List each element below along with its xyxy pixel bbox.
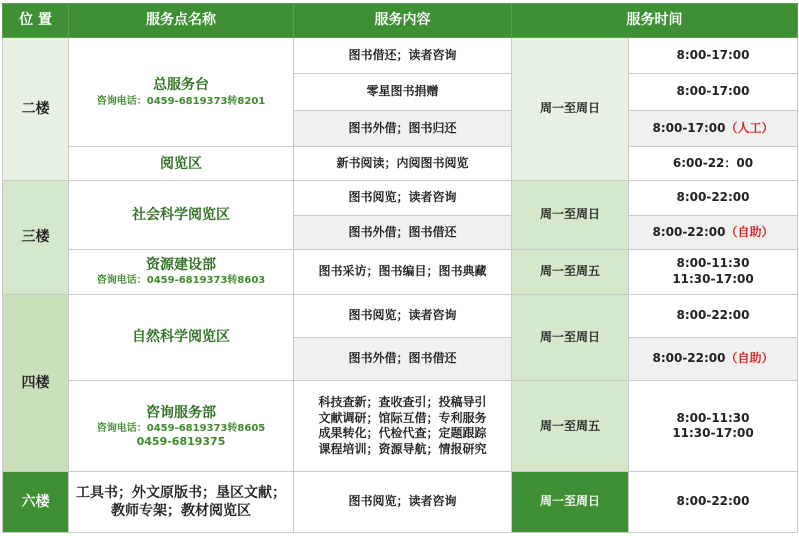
days-cell: 周一至周五 (512, 250, 629, 294)
content-cell: 图书外借；图书借还 (294, 215, 512, 249)
hours-cell (629, 215, 798, 249)
content-line: 成果转化；代检代查；定题跟踪 (318, 426, 487, 441)
main-desk-name: 总服务台 (153, 77, 209, 94)
resource-dept-phone: 咨询电话：0459-6819373转8603 (96, 275, 266, 287)
hours-afternoon: 11:30-17:00 (672, 426, 754, 441)
days-cell: 周一至周日 (512, 294, 629, 381)
days-cell: 周一至周日 (512, 181, 629, 250)
content-cell: 图书采访；图书编目；图书典藏 (294, 250, 512, 294)
header-service-point: 服务点名称 (69, 4, 294, 38)
content-cell (294, 381, 512, 472)
days-cell: 周一至周日 (512, 38, 629, 181)
service-mode-tag: （人工） (725, 120, 774, 135)
service-point-resource-dept (69, 250, 294, 294)
hours-value: 8:00-17:00 (652, 120, 726, 135)
table-row (3, 472, 798, 533)
table-row (3, 181, 798, 215)
content-line: 文献调研；馆际互借；专利服务 (318, 410, 487, 425)
floor-6-label (3, 472, 69, 533)
reading-area-name: 阅览区 (160, 155, 202, 172)
service-point-reading-area (69, 147, 294, 181)
days-cell: 周一至周五 (512, 381, 629, 472)
consult-dept-phone-2: 0459-6819375 (136, 434, 226, 448)
hours-value: 8:00-22:00 (652, 351, 726, 366)
content-cell: 图书阅览；读者咨询 (294, 472, 512, 533)
service-point-social-science (69, 181, 294, 250)
hours-cell (629, 110, 798, 146)
floor-6-text: 六楼 (21, 494, 50, 511)
hours-value: 8:00-22:00 (652, 224, 726, 239)
main-desk-phone: 咨询电话：0459-6819373转8201 (96, 95, 266, 107)
content-line: 课程培训；资源导航；情报研究 (318, 441, 487, 456)
consult-dept-name: 咨询服务部 (146, 404, 216, 421)
service-mode-tag: （自助） (725, 224, 774, 239)
hours-cell: 6:00-22：00 (629, 147, 798, 181)
hours-cell: 8:00-17:00 (629, 74, 798, 110)
days-cell: 周一至周日 (512, 472, 629, 533)
hours-cell: 8:00-22:00 (629, 181, 798, 215)
content-cell: 图书阅览；读者咨询 (294, 181, 512, 215)
service-point-consult-dept (69, 381, 294, 472)
floor-4-label: 四楼 (3, 294, 69, 472)
table-row (3, 38, 798, 74)
reference-area-name-line1: 工具书；外文原版书；垦区文献； (76, 484, 286, 501)
hours-cell (629, 250, 798, 294)
header-floor: 位 置 (3, 4, 69, 38)
service-mode-tag: （自助） (725, 351, 774, 366)
floor-2-label: 二楼 (3, 38, 69, 181)
table-row (3, 147, 798, 181)
service-point-natural-science (69, 294, 294, 381)
table-row (3, 250, 798, 294)
hours-cell: 8:00-17:00 (629, 38, 798, 74)
hours-cell (629, 337, 798, 380)
hours-cell (629, 381, 798, 472)
hours-cell: 8:00-22:00 (629, 294, 798, 337)
content-cell: 新书阅读；内阅图书阅览 (294, 147, 512, 181)
table-row (3, 294, 798, 337)
header-service-content: 服务内容 (294, 4, 512, 38)
hours-morning: 8:00-11:30 (676, 256, 750, 271)
content-cell: 图书外借；图书归还 (294, 110, 512, 146)
natural-science-name: 自然科学阅览区 (132, 329, 230, 346)
content-cell: 图书外借；图书借还 (294, 337, 512, 380)
header-row (3, 4, 798, 38)
hours-afternoon: 11:30-17:00 (672, 271, 754, 286)
service-schedule-table (2, 3, 798, 533)
service-point-reference-area (69, 472, 294, 533)
hours-cell: 8:00-22:00 (629, 472, 798, 533)
reference-area-name-line2: 教师专架；教材阅览区 (111, 503, 251, 520)
content-cell: 图书阅览；读者咨询 (294, 294, 512, 337)
content-cell: 图书借还；读者咨询 (294, 38, 512, 74)
content-cell: 零星图书捐赠 (294, 74, 512, 110)
consult-dept-phone: 咨询电话：0459-6819373转8605 (96, 422, 266, 434)
floor-3-label: 三楼 (3, 181, 69, 294)
hours-morning: 8:00-11:30 (676, 410, 750, 425)
content-line: 科技查新；查收查引；投稿导引 (318, 395, 487, 410)
service-point-main-desk (69, 38, 294, 147)
social-science-name: 社会科学阅览区 (132, 207, 230, 224)
table-row (3, 381, 798, 472)
header-service-time: 服务时间 (512, 4, 798, 38)
resource-dept-name: 资源建设部 (146, 257, 216, 274)
